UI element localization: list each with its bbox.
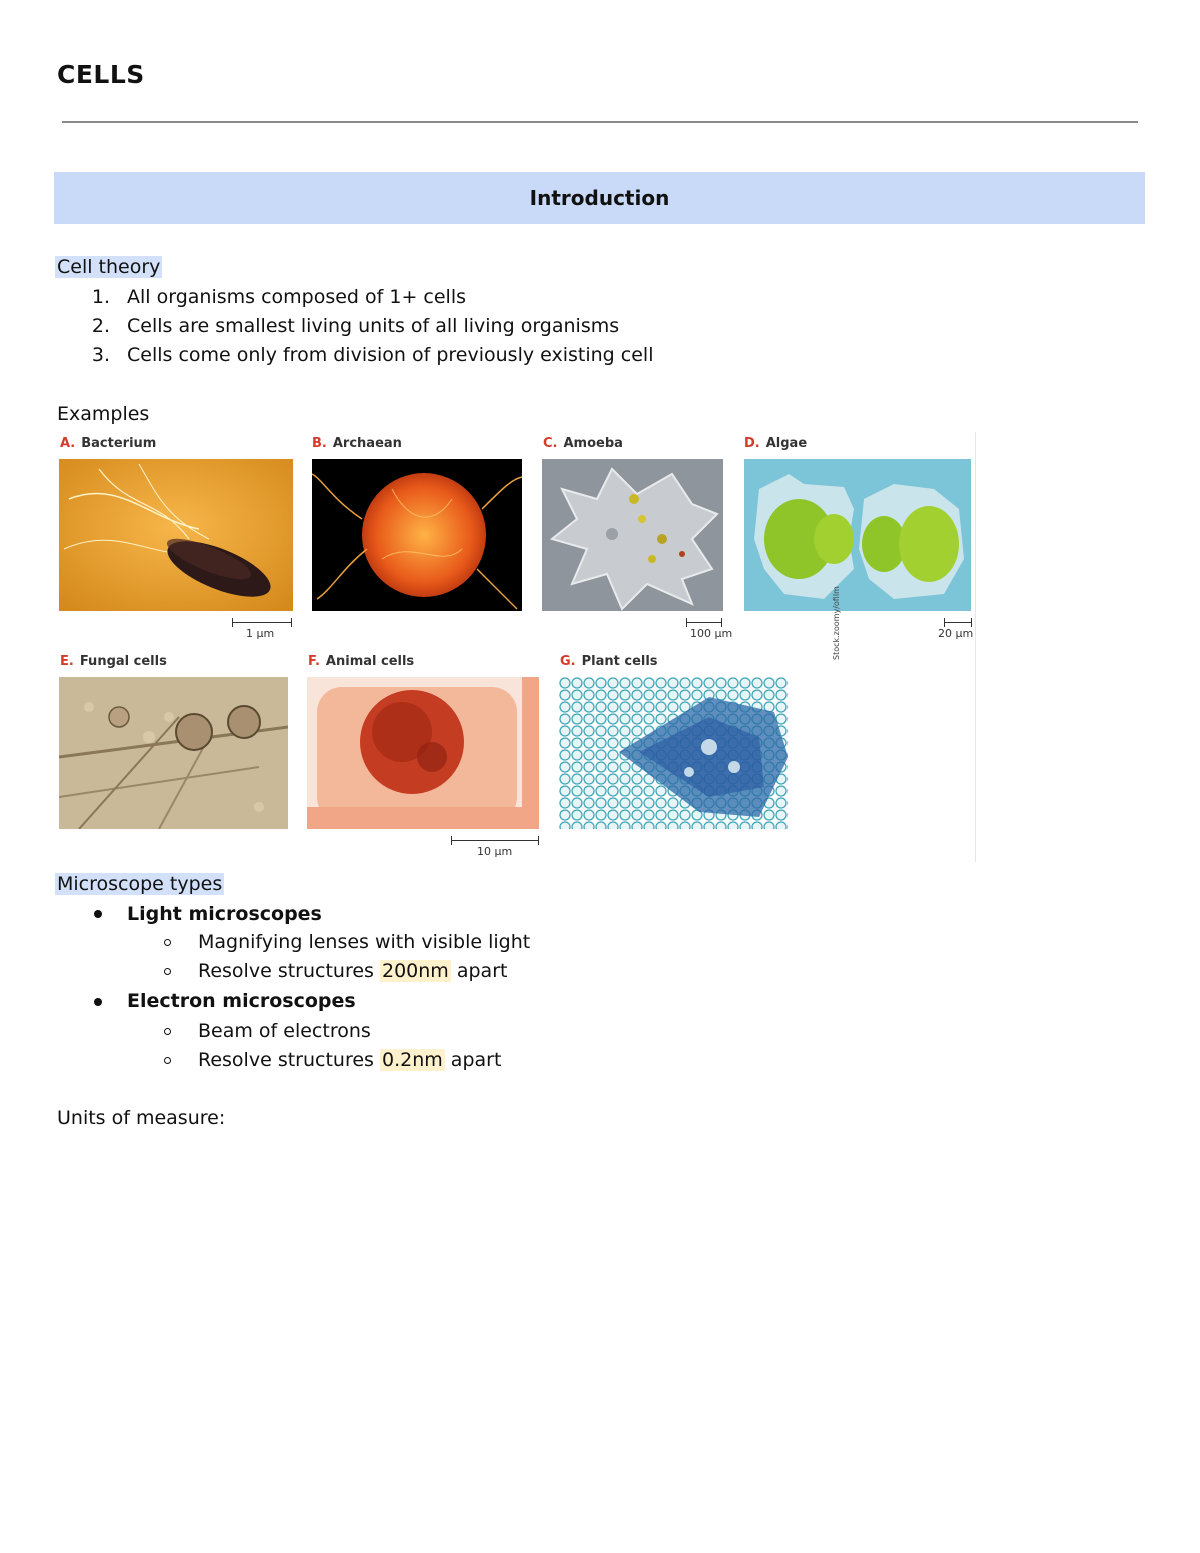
panel-d-label: D. Algae — [744, 436, 808, 451]
section-heading: Introduction — [529, 186, 670, 210]
panel-c-scale: 100 μm — [690, 627, 733, 640]
panel-c-label: C. Amoeba — [543, 436, 623, 451]
sub-bullet-icon — [164, 1057, 171, 1064]
plant-cells-image — [559, 677, 788, 829]
cell-theory-heading: Cell theory — [57, 256, 161, 278]
bullet-icon — [94, 998, 102, 1006]
page-title: CELLS — [57, 60, 145, 89]
scale-bar — [451, 840, 539, 841]
electron-resolution-item: Resolve structures 0.2nm apart — [198, 1049, 502, 1071]
scale-bar — [686, 622, 722, 623]
bacterium-image — [59, 459, 293, 611]
light-microscopes-item: Light microscopes — [127, 903, 322, 925]
microscope-types-heading: Microscope types — [57, 873, 223, 895]
fungal-cells-image — [59, 677, 288, 829]
panel-a-label: A. Bacterium — [60, 436, 157, 451]
sub-bullet-icon — [164, 1028, 171, 1035]
panel-a-scale: 1 μm — [246, 627, 275, 640]
units-heading: Units of measure: — [57, 1107, 226, 1129]
electron-microscopes-item: Electron microscopes — [127, 990, 356, 1012]
animal-cells-image — [307, 677, 539, 829]
image-credit: Stock.zoomy/ofilm — [832, 586, 841, 660]
light-resolution-item: Resolve structures 200nm apart — [198, 960, 508, 982]
resolution-highlight: 200nm — [381, 960, 449, 982]
examples-heading: Examples — [57, 403, 150, 425]
panel-g-label: G. Plant cells — [560, 654, 658, 669]
figure-border — [975, 432, 976, 862]
amoeba-image — [542, 459, 723, 611]
resolution-highlight: 0.2nm — [381, 1049, 443, 1071]
panel-e-label: E. Fungal cells — [60, 654, 167, 669]
sub-bullet-icon — [164, 968, 171, 975]
panel-b-label: B. Archaean — [312, 436, 402, 451]
panel-f-scale: 10 μm — [477, 845, 513, 858]
scale-bar — [232, 622, 292, 623]
scale-bar — [944, 622, 972, 623]
bullet-icon — [94, 910, 102, 918]
electron-sub-item: Beam of electrons — [198, 1020, 371, 1042]
panel-f-label: F. Animal cells — [308, 654, 415, 669]
algae-image — [744, 459, 971, 611]
panel-d-scale: 20 μm — [938, 627, 974, 640]
light-sub-item: Magnifying lenses with visible light — [198, 931, 531, 953]
sub-bullet-icon — [164, 939, 171, 946]
archaean-image — [312, 459, 522, 611]
